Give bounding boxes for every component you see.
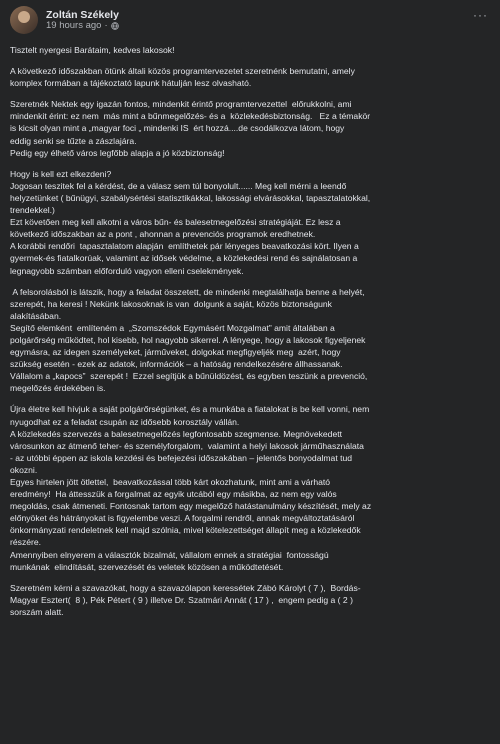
author-name[interactable]: Zoltán Székely xyxy=(46,8,119,21)
post-time-row xyxy=(46,21,119,32)
post-header xyxy=(10,0,490,36)
post-paragraph: Újra életre kell hívjuk a saját polgárőrségünket, és a munkába a fiatalokat is be kell vonni, nem nyugodhat ez a feladat csupán az idősebb korosztály vállán. A közlekedés szervezés a balesetmegelőzés legfontosabb szegmense. Megnövekedett városunkon az átmenő teher- és személyforgalom, valamint a helyi lakosok járműhasználata - az utóbbi éppen az iskola kezdési és befejezési időszakában – jelentős bonyodalmat tud okozni. Egyes hirtelen jött ötlettel, beavatkozással több kárt okozhatunk, mint ami a várható eredmény! Ha áttesszük a forgalmat az egyik utcából egy másikba, az nem egy valós megoldás, csak átmeneti. Fontosnak tartom egy megelőző hatástanulmány készítését, mely az előnyöket és hátrányokat is figyelembe veszi. A forgalmi rendről, annak megváltoztatásáról önkormányzati rendeletnek kell majd szólnia, mivel kötelezettséget állapít meg a közlekedők részére. Amennyiben elnyerem a választók bizalmát, vállalom ennek a stratégiai fontosságú munkának elindítását, szervezését és veletek közösen a működtetését. xyxy=(10,404,372,572)
post-paragraph: A felsorolásból is látszik, hogy a feladat összetett, de mindenki megtalálhatja benne a helyét, szerepét, ha keresi ! Nekünk lakosoknak is van dolgunk a saját, közös biztonságunk alakításában. Segítő elemként említeném a „Szomszédok Egymásért Mozgalmat” amit általában a polgárőrség működtet, hol kisebb, hol nagyobb sikerrel. A lényege, hogy a lakosok figyeljenek egymásra, az idegen személyeket, járműveket, dolgokat megfigyeljék meg azért, hogy szükség esetén - ezek az adatok, információk – a hatóság rendelkezésére állhassanak. Vállalom a „kapocs” szerepét ! Ezzel segítjük a bűnüldözést, és egyben teszünk a prevenció, megelőzés érdekében is. xyxy=(10,286,368,394)
globe-icon xyxy=(111,22,119,30)
post-meta xyxy=(46,9,119,32)
separator: · xyxy=(104,19,108,31)
post-paragraph: Hogy is kell ezt elkezdeni? Jogosan teszitek fel a kérdést, de a válasz sem túl bonyolult...... Meg kell mérni a leendő helyzetünket ( bűnügyi, szabálysértési statisztikákkal, lakossági elvárásokkal, tapasztalatokkal, trendekkel.) Ezt követően meg kell alkotni a város bűn- és balesetmegelőzési stratégiáját. Ez lesz a következő időszakban az a pont , ahonnan a prevenciós programok eredhetnek. A korábbi rendőri tapasztalatom alapján említhetek pár lényeges beavatkozási kört. Ilyen a gyermek-és fiatalkorúak, valamint az idősek védelme, a közlekedési rend és sajnálatosan a legnagyobb számban előforduló vagyon elleni cselekmények. xyxy=(10,168,371,276)
post-paragraph: Szeretnék Nektek egy igazán fontos, mindenkit érintő programtervezettel előrukkolni, ami mindenkit érint: ez nem más mint a bűnmegelőzés- és a közlekedésbiztonság. Ez a témakör is kicsit olyan mint a „magyar foci „ mindenki IS ért hozzá....de csodálkozva látom, hogy eddig senki se tűzte a zászlajára. Pedig egy élhető város legfőbb alapja a jó közbiztonság! xyxy=(10,99,371,158)
post-timestamp[interactable]: 19 hours ago xyxy=(46,19,102,31)
more-options-icon[interactable]: ··· xyxy=(473,8,488,22)
post-paragraph: Szeretném kérni a szavazókat, hogy a szavazólapon keressétek Zábó Károlyt ( 7 ), Bordás- Magyar Esztert( 8 ), Pék Pétert ( 9 ) illetve Dr. Szatmári Annát ( 17 ) , engem pedig a ( 2 ) sorszám alatt. xyxy=(10,582,361,617)
post-paragraph: A következő időszakban ötünk általi közös programtervezetet szeretnénk bemutatni, amely komplex formában a tájékoztató lapunk hátulján lesz olvasható. xyxy=(10,66,355,89)
post-body xyxy=(10,44,490,618)
post-paragraph: Tisztelt nyergesi Barátaim, kedves lakosok! xyxy=(10,45,175,55)
avatar[interactable] xyxy=(10,6,38,34)
